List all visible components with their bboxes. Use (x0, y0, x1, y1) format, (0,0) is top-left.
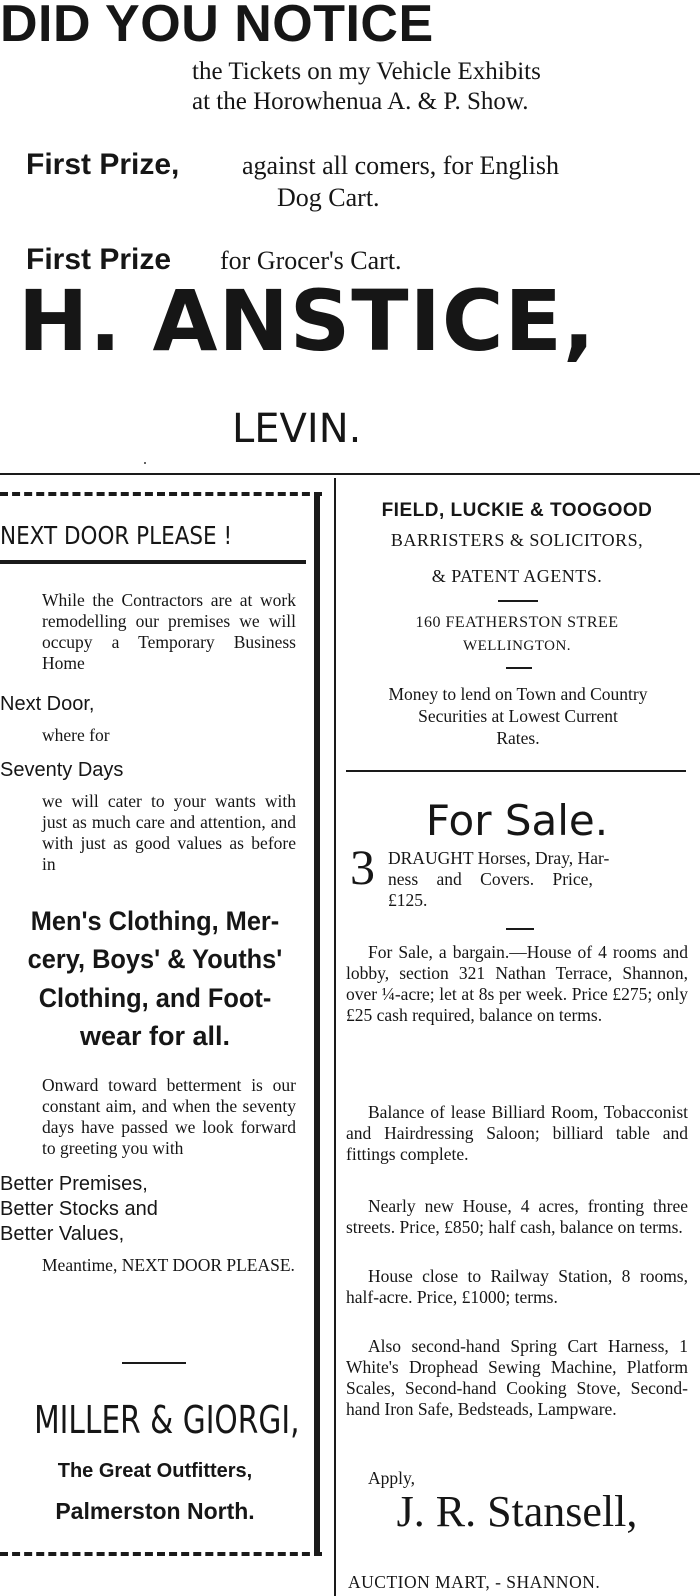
short-rule (506, 667, 532, 669)
agent-name: J. R. Stansell, (396, 1487, 638, 1536)
seventy-days-line: Seventy Days (0, 759, 124, 781)
money-line: Money to lend on Town and Country (388, 684, 648, 704)
firm-tagline: The Great Outfitters, (57, 1460, 253, 1482)
paragraph: Onward toward betterment is our constant aim, and when the seventy days have passed we look forward to greeting you with (42, 1075, 296, 1158)
sale-item-line: DRAUGHT Horses, Dray, Har- (388, 848, 610, 868)
paragraph: While the Contractors are at work remodelling our premises we will occupy a Temporary Business Home (42, 590, 296, 673)
next-door-line: Next Door, (0, 693, 95, 715)
address-line: WELLINGTON. (462, 638, 572, 654)
better-line: Better Values, (0, 1223, 125, 1245)
next-door-heading: NEXT DOOR PLEASE ! (0, 521, 233, 550)
better-line: Better Stocks and (0, 1198, 158, 1220)
intro-line: at the Horowhenua A. & P. Show. (192, 88, 529, 115)
money-line: Securities at Lowest Current (418, 706, 618, 726)
headline: DID YOU NOTICE (0, 0, 434, 53)
prize-text: for Grocer's Cart. (220, 246, 402, 275)
sale-paragraph: Balance of lease Billiard Room, Tobacconist and Hairdressing Saloon; billiard table and fittings complete. (346, 1102, 688, 1164)
prize-text: Dog Cart. (277, 183, 380, 212)
section-divider (346, 770, 686, 772)
feature-line: wear for all. (79, 1021, 231, 1051)
drop-cap: 3 (350, 839, 375, 895)
where-for-line: where for (42, 725, 110, 745)
firm-town: Palmerston North. (55, 1498, 255, 1524)
paragraph: we will cater to your wants with just as much care and attention, and with just as good values as before in (42, 791, 296, 874)
feature-line: cery, Boys' & Youths' (27, 944, 283, 974)
section-divider (0, 473, 700, 475)
sale-paragraph: Nearly new House, 4 acres, fronting three streets. Price, £850; half cash, balance on terms. (346, 1196, 688, 1237)
money-line: Rates. (496, 728, 540, 748)
short-rule (506, 928, 534, 930)
firm-name: MILLER & GIORGI, (34, 1398, 300, 1442)
address-line: 160 FEATHERSTON STREE (415, 614, 619, 631)
print-speck (144, 462, 146, 464)
short-rule (498, 600, 538, 602)
prize-text: against all comers, for English (242, 151, 559, 180)
sale-item-line: ness and Covers. Price, (388, 869, 593, 889)
prize-label: First Prize, (26, 148, 180, 181)
short-rule (122, 1362, 186, 1364)
intro-line: the Tickets on my Vehicle Exhibits (192, 58, 541, 85)
agent-footer: AUCTION MART, - SHANNON. (348, 1572, 601, 1592)
sale-paragraph: Also second-hand Spring Cart Harness, 1 White's Drophead Sewing Machine, Platform Scales, Second-hand Cooking Stove, Second-hand Iron Safe, Bedsteads, Lampware. (346, 1336, 688, 1419)
for-sale-heading: For Sale. (425, 796, 609, 845)
sale-paragraph: House close to Railway Station, 8 rooms, half-acre. Price, £1000; terms. (346, 1266, 688, 1307)
law-firm-line: & PATENT AGENTS. (431, 566, 603, 586)
border-right (314, 492, 320, 1556)
better-line: Better Premises, (0, 1173, 148, 1195)
column-divider (334, 478, 336, 1596)
heading-underline (0, 560, 306, 564)
apply-line: Apply, (368, 1468, 415, 1488)
law-firm-line: BARRISTERS & SOLICITORS, (390, 530, 644, 550)
border-bottom (0, 1552, 322, 1556)
feature-line: Clothing, and Foot- (38, 983, 272, 1013)
border-top (0, 492, 322, 496)
merchant-town: LEVIN. (232, 406, 362, 452)
prize-label: First Prize (26, 243, 172, 276)
feature-line: Men's Clothing, Mer- (30, 906, 280, 936)
sale-paragraph: For Sale, a bargain.—House of 4 rooms and lobby, section 321 Nathan Terrace, Shannon, over ¼-acre; let at 8s per week. Price £275; only £25 cash required, balance on terms. (346, 942, 688, 1025)
merchant-name: H. ANSTICE, (18, 272, 596, 370)
sale-item-line: £125. (388, 890, 428, 910)
paragraph: Meantime, NEXT DOOR PLEASE. (42, 1255, 295, 1275)
law-firm-name: FIELD, LUCKIE & TOOGOOD (381, 500, 653, 521)
